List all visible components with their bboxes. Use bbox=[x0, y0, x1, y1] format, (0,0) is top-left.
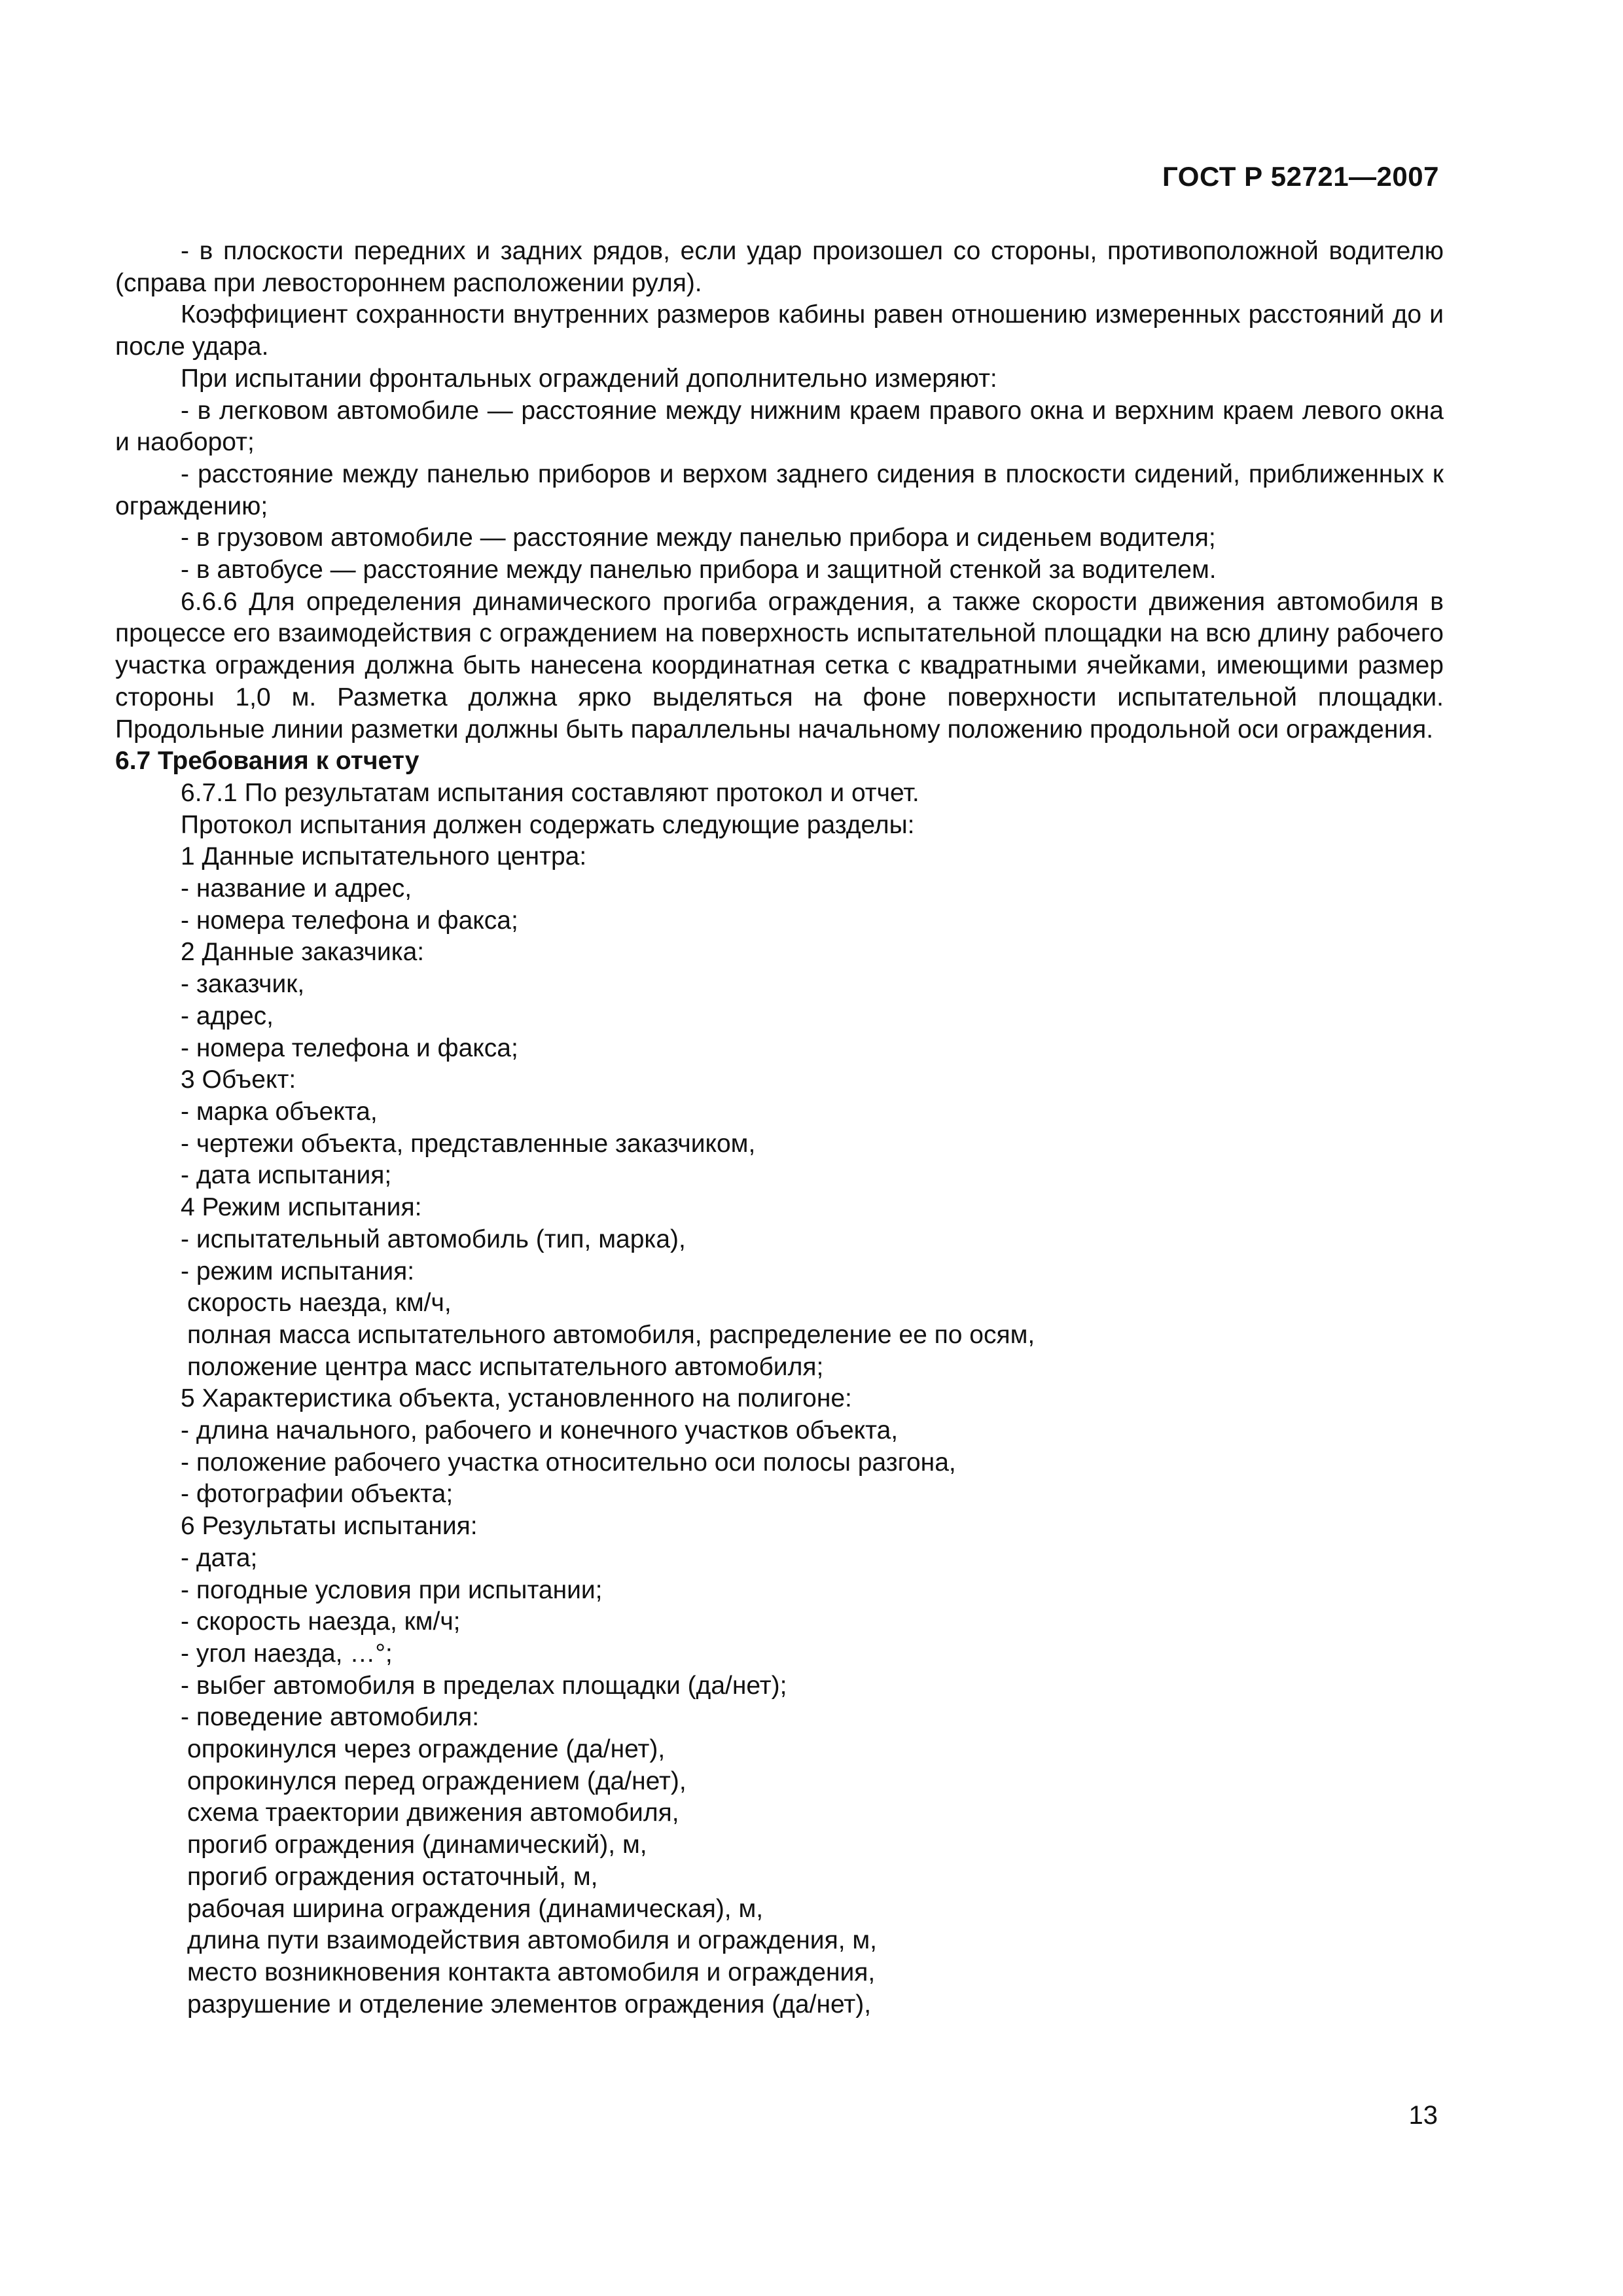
text-paragraph: - в автобусе — расстояние между панелью прибора и защитной стенкой за водителем. bbox=[181, 556, 1217, 584]
text-paragraph: - скорость наезда, км/ч; bbox=[181, 1607, 461, 1636]
document-body bbox=[115, 236, 1444, 2020]
text-paragraph: 1 Данные испытательного центра: bbox=[181, 842, 587, 871]
text-paragraph: опрокинулся перед ограждением (да/нет), bbox=[187, 1767, 687, 1795]
text-paragraph: - номера телефона и факса; bbox=[181, 906, 518, 935]
text-paragraph: - в грузовом автомобиле — расстояние между панелью прибора и сиденьем водителя; bbox=[181, 524, 1216, 552]
text-paragraph: опрокинулся через ограждение (да/нет), bbox=[187, 1735, 666, 1764]
text-paragraph: - дата испытания; bbox=[181, 1161, 392, 1190]
text-paragraph: 2 Данные заказчика: bbox=[181, 938, 425, 967]
text-paragraph: 5 Характеристика объекта, установленного на полигоне: bbox=[181, 1384, 852, 1413]
text-paragraph: 6.6.6 Для определения динамического прогиба ограждения, а также скорости движения автомобиля в процессе его взаимодействия с ограждением на поверхность испытательной площадки на всю длину рабочего участка ограждения должна быть нанесена координатная сетка с квадратными ячейками, имеющими размер стороны 1,0 м. Разметка должна ярко выделяться на фоне поверхности испытательной площадки. Продольные линии разметки должны быть параллельны начальному положению продольной оси ограждения. bbox=[115, 587, 1444, 744]
text-paragraph: место возникновения контакта автомобиля и ограждения, bbox=[187, 1958, 876, 1986]
text-paragraph: - чертежи объекта, представленные заказчиком, bbox=[181, 1129, 756, 1158]
text-paragraph: длина пути взаимодействия автомобиля и ограждения, м, bbox=[187, 1926, 878, 1955]
text-paragraph: рабочая ширина ограждения (динамическая), м, bbox=[187, 1894, 764, 1923]
text-paragraph: Коэффициент сохранности внутренних размеров кабины равен отношению измеренных расстояний до и после удара. bbox=[115, 300, 1444, 361]
text-paragraph: - испытательный автомобиль (тип, марка), bbox=[181, 1225, 686, 1253]
text-paragraph: - название и адрес, bbox=[181, 874, 412, 903]
text-paragraph: прогиб ограждения (динамический), м, bbox=[187, 1831, 647, 1859]
page-number: 13 bbox=[1408, 2101, 1438, 2130]
text-paragraph: - выбег автомобиля в пределах площадки (да/нет); bbox=[181, 1671, 787, 1700]
text-paragraph: Протокол испытания должен содержать следующие разделы: bbox=[181, 810, 915, 839]
text-paragraph: - длина начального, рабочего и конечного участков объекта, bbox=[181, 1416, 899, 1445]
text-paragraph: При испытании фронтальных ограждений дополнительно измеряют: bbox=[181, 364, 997, 393]
text-paragraph: 6.7.1 По результатам испытания составляют протокол и отчет. bbox=[181, 778, 919, 807]
text-paragraph: 6 Результаты испытания: bbox=[181, 1512, 478, 1541]
text-paragraph: разрушение и отделение элементов ограждения (да/нет), bbox=[187, 1990, 872, 2018]
text-paragraph: скорость наезда, км/ч, bbox=[187, 1289, 452, 1318]
text-paragraph: положение центра масс испытательного автомобиля; bbox=[187, 1352, 824, 1381]
text-paragraph: - адрес, bbox=[181, 1001, 274, 1030]
text-paragraph: - фотографии объекта; bbox=[181, 1480, 454, 1509]
text-paragraph: - угол наезда, …°; bbox=[181, 1639, 393, 1668]
text-paragraph: - режим испытания: bbox=[181, 1257, 415, 1285]
text-paragraph: 4 Режим испытания: bbox=[181, 1193, 422, 1222]
text-paragraph: - расстояние между панелью приборов и верхом заднего сидения в плоскости сидений, приближенных к ограждению; bbox=[115, 459, 1444, 520]
text-paragraph: - в плоскости передних и задних рядов, если удар произошел со стороны, противоположной водителю (справа при левостороннем расположении руля). bbox=[115, 237, 1444, 297]
text-paragraph: схема траектории движения автомобиля, bbox=[187, 1799, 679, 1827]
text-paragraph: - положение рабочего участка относительно оси полосы разгона, bbox=[181, 1448, 956, 1477]
text-paragraph: - номера телефона и факса; bbox=[181, 1033, 518, 1062]
text-paragraph: 3 Объект: bbox=[181, 1066, 296, 1094]
text-paragraph: - в легковом автомобиле — расстояние между нижним краем правого окна и верхним краем левого окна и наоборот; bbox=[115, 396, 1444, 457]
text-paragraph: - погодные условия при испытании; bbox=[181, 1575, 603, 1604]
text-paragraph: - марка объекта, bbox=[181, 1097, 378, 1126]
section-heading: 6.7 Требования к отчету bbox=[115, 747, 419, 776]
text-paragraph: полная масса испытательного автомобиля, распределение ее по осям, bbox=[187, 1320, 1035, 1349]
text-paragraph: - дата; bbox=[181, 1543, 258, 1572]
document-code-header: ГОСТ Р 52721—2007 bbox=[1162, 161, 1439, 192]
text-paragraph: прогиб ограждения остаточный, м, bbox=[187, 1862, 598, 1891]
text-paragraph: - заказчик, bbox=[181, 970, 305, 999]
text-paragraph: - поведение автомобиля: bbox=[181, 1703, 480, 1732]
